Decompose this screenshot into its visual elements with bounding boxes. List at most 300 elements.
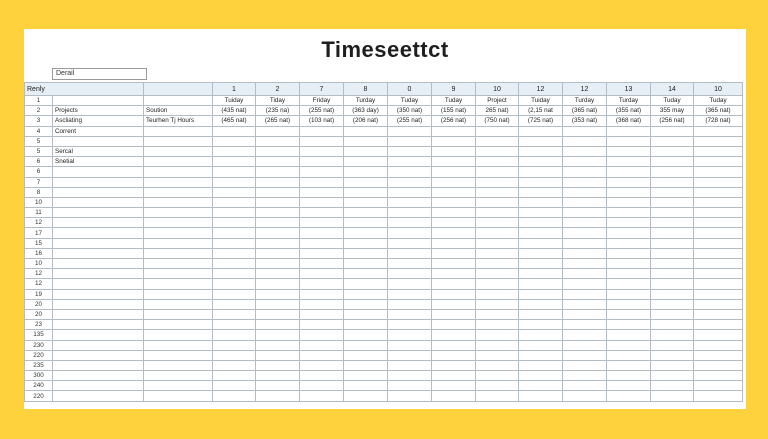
- entry-cell[interactable]: [300, 289, 344, 299]
- entry-cell[interactable]: [563, 208, 607, 218]
- category-cell[interactable]: Corrent: [53, 126, 144, 136]
- entry-cell[interactable]: [694, 360, 743, 370]
- entry-cell[interactable]: [476, 177, 519, 187]
- entry-cell[interactable]: [476, 269, 519, 279]
- entry-cell[interactable]: [651, 289, 694, 299]
- entry-cell[interactable]: [256, 330, 300, 340]
- entry-cell[interactable]: [651, 320, 694, 330]
- entry-cell[interactable]: [300, 259, 344, 269]
- entry-cell[interactable]: (750 nat): [476, 116, 519, 126]
- entry-cell[interactable]: [300, 136, 344, 146]
- entry-cell[interactable]: (103 nat): [300, 116, 344, 126]
- entry-cell[interactable]: [344, 279, 388, 289]
- entry-cell[interactable]: [432, 360, 476, 370]
- entry-cell[interactable]: [563, 218, 607, 228]
- entry-cell[interactable]: [519, 289, 563, 299]
- entry-cell[interactable]: [476, 330, 519, 340]
- entry-cell[interactable]: [300, 177, 344, 187]
- entry-cell[interactable]: [519, 146, 563, 156]
- entry-cell[interactable]: [213, 350, 256, 360]
- entry-cell[interactable]: [344, 320, 388, 330]
- entry-cell[interactable]: [300, 360, 344, 370]
- entry-cell[interactable]: [651, 371, 694, 381]
- entry-cell[interactable]: [256, 350, 300, 360]
- entry-cell[interactable]: [694, 269, 743, 279]
- entry-cell[interactable]: [607, 381, 651, 391]
- entry-cell[interactable]: [607, 330, 651, 340]
- entry-cell[interactable]: [213, 360, 256, 370]
- entry-cell[interactable]: [563, 197, 607, 207]
- entry-cell[interactable]: (206 nat): [344, 116, 388, 126]
- entry-cell[interactable]: [256, 340, 300, 350]
- entry-cell[interactable]: [344, 167, 388, 177]
- entry-cell[interactable]: [432, 228, 476, 238]
- category-cell[interactable]: [53, 299, 144, 309]
- entry-cell[interactable]: [344, 238, 388, 248]
- entry-cell[interactable]: [519, 218, 563, 228]
- entry-cell[interactable]: [256, 218, 300, 228]
- entry-cell[interactable]: (255 nat): [300, 106, 344, 116]
- description-cell[interactable]: [144, 126, 213, 136]
- entry-cell[interactable]: (435 nat): [213, 106, 256, 116]
- column-header[interactable]: 7: [300, 83, 344, 96]
- entry-cell[interactable]: [300, 248, 344, 258]
- category-cell[interactable]: [53, 360, 144, 370]
- entry-cell[interactable]: [694, 330, 743, 340]
- entry-cell[interactable]: [607, 320, 651, 330]
- entry-cell[interactable]: [213, 269, 256, 279]
- entry-cell[interactable]: [694, 279, 743, 289]
- entry-cell[interactable]: Tuiday: [213, 96, 256, 106]
- category-cell[interactable]: [53, 197, 144, 207]
- entry-cell[interactable]: [432, 187, 476, 197]
- entry-cell[interactable]: [476, 289, 519, 299]
- entry-cell[interactable]: [694, 167, 743, 177]
- entry-cell[interactable]: [432, 289, 476, 299]
- entry-cell[interactable]: [432, 299, 476, 309]
- entry-cell[interactable]: [519, 208, 563, 218]
- entry-cell[interactable]: [651, 197, 694, 207]
- entry-cell[interactable]: [563, 269, 607, 279]
- category-cell[interactable]: Sercal: [53, 146, 144, 156]
- entry-cell[interactable]: [256, 187, 300, 197]
- entry-cell[interactable]: [388, 360, 432, 370]
- entry-cell[interactable]: [300, 350, 344, 360]
- entry-cell[interactable]: [432, 208, 476, 218]
- entry-cell[interactable]: [694, 381, 743, 391]
- entry-cell[interactable]: [388, 309, 432, 319]
- entry-cell[interactable]: [519, 157, 563, 167]
- entry-cell[interactable]: [607, 187, 651, 197]
- entry-cell[interactable]: [476, 360, 519, 370]
- entry-cell[interactable]: [607, 177, 651, 187]
- entry-cell[interactable]: [651, 330, 694, 340]
- entry-cell[interactable]: [432, 320, 476, 330]
- entry-cell[interactable]: [344, 381, 388, 391]
- entry-cell[interactable]: [213, 381, 256, 391]
- entry-cell[interactable]: [519, 360, 563, 370]
- entry-cell[interactable]: (256 nat): [432, 116, 476, 126]
- entry-cell[interactable]: [694, 197, 743, 207]
- entry-cell[interactable]: [476, 248, 519, 258]
- entry-cell[interactable]: [563, 259, 607, 269]
- description-cell[interactable]: [144, 187, 213, 197]
- entry-cell[interactable]: [432, 259, 476, 269]
- entry-cell[interactable]: [344, 371, 388, 381]
- entry-cell[interactable]: [563, 238, 607, 248]
- header-label-cell[interactable]: Renly: [25, 83, 144, 96]
- entry-cell[interactable]: [476, 157, 519, 167]
- entry-cell[interactable]: [213, 167, 256, 177]
- entry-cell[interactable]: [694, 320, 743, 330]
- entry-cell[interactable]: [519, 167, 563, 177]
- entry-cell[interactable]: [651, 136, 694, 146]
- entry-cell[interactable]: [476, 167, 519, 177]
- entry-cell[interactable]: [213, 126, 256, 136]
- entry-cell[interactable]: [388, 330, 432, 340]
- description-cell[interactable]: [144, 320, 213, 330]
- entry-cell[interactable]: [694, 259, 743, 269]
- entry-cell[interactable]: [607, 238, 651, 248]
- entry-cell[interactable]: [388, 340, 432, 350]
- entry-cell[interactable]: (2,15 nat: [519, 106, 563, 116]
- entry-cell[interactable]: [213, 146, 256, 156]
- entry-cell[interactable]: [213, 248, 256, 258]
- entry-cell[interactable]: [563, 167, 607, 177]
- entry-cell[interactable]: [256, 136, 300, 146]
- entry-cell[interactable]: [300, 157, 344, 167]
- description-cell[interactable]: [144, 279, 213, 289]
- description-cell[interactable]: [144, 208, 213, 218]
- entry-cell[interactable]: [607, 259, 651, 269]
- entry-cell[interactable]: [563, 126, 607, 136]
- entry-cell[interactable]: [256, 320, 300, 330]
- entry-cell[interactable]: [300, 197, 344, 207]
- entry-cell[interactable]: [388, 289, 432, 299]
- entry-cell[interactable]: [476, 208, 519, 218]
- entry-cell[interactable]: [388, 371, 432, 381]
- category-cell[interactable]: [53, 381, 144, 391]
- category-cell[interactable]: [53, 96, 144, 106]
- entry-cell[interactable]: [388, 238, 432, 248]
- entry-cell[interactable]: [300, 391, 344, 401]
- description-cell[interactable]: [144, 197, 213, 207]
- entry-cell[interactable]: (353 nat): [563, 116, 607, 126]
- entry-cell[interactable]: [300, 299, 344, 309]
- entry-cell[interactable]: [388, 320, 432, 330]
- entry-cell[interactable]: [607, 269, 651, 279]
- description-cell[interactable]: [144, 136, 213, 146]
- entry-cell[interactable]: [432, 177, 476, 187]
- entry-cell[interactable]: [256, 289, 300, 299]
- entry-cell[interactable]: 265 nat): [476, 106, 519, 116]
- entry-cell[interactable]: [651, 299, 694, 309]
- category-cell[interactable]: [53, 289, 144, 299]
- entry-cell[interactable]: 355 may: [651, 106, 694, 116]
- entry-cell[interactable]: [476, 136, 519, 146]
- entry-cell[interactable]: [256, 126, 300, 136]
- entry-cell[interactable]: [256, 381, 300, 391]
- entry-cell[interactable]: (235 na): [256, 106, 300, 116]
- entry-cell[interactable]: [213, 228, 256, 238]
- entry-cell[interactable]: [344, 289, 388, 299]
- entry-cell[interactable]: [388, 218, 432, 228]
- entry-cell[interactable]: [344, 309, 388, 319]
- description-cell[interactable]: [144, 340, 213, 350]
- entry-cell[interactable]: [651, 360, 694, 370]
- entry-cell[interactable]: [432, 381, 476, 391]
- entry-cell[interactable]: [519, 228, 563, 238]
- column-header[interactable]: 8: [344, 83, 388, 96]
- entry-cell[interactable]: [213, 391, 256, 401]
- description-cell[interactable]: [144, 299, 213, 309]
- entry-cell[interactable]: [607, 228, 651, 238]
- category-cell[interactable]: [53, 309, 144, 319]
- entry-cell[interactable]: [388, 350, 432, 360]
- entry-cell[interactable]: [563, 157, 607, 167]
- entry-cell[interactable]: [651, 208, 694, 218]
- entry-cell[interactable]: [694, 238, 743, 248]
- entry-cell[interactable]: Project: [476, 96, 519, 106]
- entry-cell[interactable]: [344, 197, 388, 207]
- entry-cell[interactable]: Tuiday: [519, 96, 563, 106]
- entry-cell[interactable]: [694, 218, 743, 228]
- entry-cell[interactable]: [563, 187, 607, 197]
- entry-cell[interactable]: [519, 197, 563, 207]
- entry-cell[interactable]: [563, 371, 607, 381]
- entry-cell[interactable]: [519, 381, 563, 391]
- entry-cell[interactable]: [651, 381, 694, 391]
- entry-cell[interactable]: [519, 340, 563, 350]
- entry-cell[interactable]: [388, 177, 432, 187]
- category-cell[interactable]: [53, 350, 144, 360]
- entry-cell[interactable]: [432, 309, 476, 319]
- entry-cell[interactable]: [651, 248, 694, 258]
- entry-cell[interactable]: [256, 279, 300, 289]
- category-cell[interactable]: [53, 177, 144, 187]
- description-cell[interactable]: [144, 350, 213, 360]
- entry-cell[interactable]: [519, 371, 563, 381]
- entry-cell[interactable]: (355 nat): [607, 106, 651, 116]
- entry-cell[interactable]: [344, 299, 388, 309]
- entry-cell[interactable]: [607, 248, 651, 258]
- entry-cell[interactable]: [607, 350, 651, 360]
- entry-cell[interactable]: [344, 177, 388, 187]
- description-cell[interactable]: [144, 167, 213, 177]
- entry-cell[interactable]: [651, 391, 694, 401]
- entry-cell[interactable]: [476, 259, 519, 269]
- entry-cell[interactable]: [694, 228, 743, 238]
- entry-cell[interactable]: [607, 167, 651, 177]
- column-header[interactable]: 13: [607, 83, 651, 96]
- entry-cell[interactable]: [519, 238, 563, 248]
- entry-cell[interactable]: [476, 371, 519, 381]
- entry-cell[interactable]: [256, 228, 300, 238]
- entry-cell[interactable]: [694, 289, 743, 299]
- entry-cell[interactable]: [213, 157, 256, 167]
- entry-cell[interactable]: [213, 238, 256, 248]
- entry-cell[interactable]: [432, 126, 476, 136]
- entry-cell[interactable]: [300, 187, 344, 197]
- entry-cell[interactable]: [300, 146, 344, 156]
- entry-cell[interactable]: [476, 391, 519, 401]
- entry-cell[interactable]: [432, 248, 476, 258]
- column-header[interactable]: 10: [694, 83, 743, 96]
- entry-cell[interactable]: (365 nat): [563, 106, 607, 116]
- detail-field[interactable]: Derail: [52, 68, 147, 80]
- entry-cell[interactable]: [519, 279, 563, 289]
- entry-cell[interactable]: [563, 248, 607, 258]
- entry-cell[interactable]: [432, 340, 476, 350]
- description-cell[interactable]: [144, 96, 213, 106]
- entry-cell[interactable]: [300, 330, 344, 340]
- entry-cell[interactable]: [256, 238, 300, 248]
- entry-cell[interactable]: [476, 320, 519, 330]
- entry-cell[interactable]: [300, 238, 344, 248]
- entry-cell[interactable]: [476, 126, 519, 136]
- entry-cell[interactable]: [607, 360, 651, 370]
- category-cell[interactable]: [53, 136, 144, 146]
- category-cell[interactable]: [53, 320, 144, 330]
- category-cell[interactable]: [53, 238, 144, 248]
- entry-cell[interactable]: [519, 350, 563, 360]
- category-cell[interactable]: Ascliating: [53, 116, 144, 126]
- description-cell[interactable]: [144, 330, 213, 340]
- entry-cell[interactable]: [388, 269, 432, 279]
- entry-cell[interactable]: [519, 177, 563, 187]
- entry-cell[interactable]: [344, 330, 388, 340]
- description-cell[interactable]: [144, 218, 213, 228]
- column-header[interactable]: 14: [651, 83, 694, 96]
- entry-cell[interactable]: [476, 309, 519, 319]
- entry-cell[interactable]: [607, 279, 651, 289]
- entry-cell[interactable]: Turday: [344, 96, 388, 106]
- entry-cell[interactable]: [388, 208, 432, 218]
- entry-cell[interactable]: [563, 320, 607, 330]
- entry-cell[interactable]: [563, 340, 607, 350]
- entry-cell[interactable]: [476, 187, 519, 197]
- entry-cell[interactable]: [563, 177, 607, 187]
- entry-cell[interactable]: [213, 289, 256, 299]
- entry-cell[interactable]: [519, 136, 563, 146]
- entry-cell[interactable]: [432, 391, 476, 401]
- entry-cell[interactable]: [432, 330, 476, 340]
- entry-cell[interactable]: [476, 238, 519, 248]
- entry-cell[interactable]: [651, 259, 694, 269]
- entry-cell[interactable]: [694, 299, 743, 309]
- entry-cell[interactable]: [432, 146, 476, 156]
- entry-cell[interactable]: [476, 279, 519, 289]
- entry-cell[interactable]: [651, 309, 694, 319]
- entry-cell[interactable]: [563, 136, 607, 146]
- entry-cell[interactable]: [694, 177, 743, 187]
- entry-cell[interactable]: [256, 309, 300, 319]
- entry-cell[interactable]: [651, 167, 694, 177]
- entry-cell[interactable]: (265 nat): [256, 116, 300, 126]
- entry-cell[interactable]: [651, 350, 694, 360]
- entry-cell[interactable]: [432, 269, 476, 279]
- entry-cell[interactable]: [213, 340, 256, 350]
- entry-cell[interactable]: [344, 340, 388, 350]
- entry-cell[interactable]: [476, 381, 519, 391]
- entry-cell[interactable]: [694, 146, 743, 156]
- column-header[interactable]: 10: [476, 83, 519, 96]
- entry-cell[interactable]: [607, 371, 651, 381]
- entry-cell[interactable]: Turday: [607, 96, 651, 106]
- entry-cell[interactable]: [607, 126, 651, 136]
- header-blank-cell[interactable]: [144, 83, 213, 96]
- entry-cell[interactable]: [694, 340, 743, 350]
- entry-cell[interactable]: (255 nat): [388, 116, 432, 126]
- description-cell[interactable]: [144, 177, 213, 187]
- entry-cell[interactable]: [213, 187, 256, 197]
- entry-cell[interactable]: [388, 228, 432, 238]
- entry-cell[interactable]: [388, 259, 432, 269]
- description-cell[interactable]: [144, 238, 213, 248]
- entry-cell[interactable]: [213, 330, 256, 340]
- entry-cell[interactable]: [213, 177, 256, 187]
- entry-cell[interactable]: [388, 187, 432, 197]
- entry-cell[interactable]: [607, 146, 651, 156]
- entry-cell[interactable]: [432, 238, 476, 248]
- entry-cell[interactable]: [651, 126, 694, 136]
- entry-cell[interactable]: [563, 289, 607, 299]
- entry-cell[interactable]: [519, 391, 563, 401]
- entry-cell[interactable]: [519, 187, 563, 197]
- entry-cell[interactable]: [694, 371, 743, 381]
- entry-cell[interactable]: [388, 136, 432, 146]
- entry-cell[interactable]: Turday: [563, 96, 607, 106]
- category-cell[interactable]: Projects: [53, 106, 144, 116]
- column-header[interactable]: 0: [388, 83, 432, 96]
- entry-cell[interactable]: [607, 208, 651, 218]
- entry-cell[interactable]: Tuday: [388, 96, 432, 106]
- category-cell[interactable]: [53, 340, 144, 350]
- entry-cell[interactable]: [344, 126, 388, 136]
- description-cell[interactable]: [144, 228, 213, 238]
- column-header[interactable]: 12: [563, 83, 607, 96]
- category-cell[interactable]: [53, 330, 144, 340]
- description-cell[interactable]: [144, 309, 213, 319]
- entry-cell[interactable]: Tiday: [256, 96, 300, 106]
- entry-cell[interactable]: [694, 391, 743, 401]
- entry-cell[interactable]: [476, 146, 519, 156]
- entry-cell[interactable]: [519, 309, 563, 319]
- entry-cell[interactable]: [344, 391, 388, 401]
- entry-cell[interactable]: [607, 309, 651, 319]
- entry-cell[interactable]: [694, 136, 743, 146]
- entry-cell[interactable]: [651, 177, 694, 187]
- entry-cell[interactable]: [651, 187, 694, 197]
- description-cell[interactable]: [144, 371, 213, 381]
- entry-cell[interactable]: [607, 391, 651, 401]
- entry-cell[interactable]: [563, 350, 607, 360]
- category-cell[interactable]: [53, 248, 144, 258]
- entry-cell[interactable]: [607, 157, 651, 167]
- entry-cell[interactable]: [476, 197, 519, 207]
- entry-cell[interactable]: [213, 218, 256, 228]
- column-header[interactable]: 2: [256, 83, 300, 96]
- entry-cell[interactable]: Tuday: [694, 96, 743, 106]
- entry-cell[interactable]: [344, 259, 388, 269]
- entry-cell[interactable]: [651, 228, 694, 238]
- entry-cell[interactable]: [432, 279, 476, 289]
- entry-cell[interactable]: [300, 218, 344, 228]
- entry-cell[interactable]: [256, 269, 300, 279]
- entry-cell[interactable]: Tuday: [651, 96, 694, 106]
- entry-cell[interactable]: [300, 208, 344, 218]
- entry-cell[interactable]: [651, 157, 694, 167]
